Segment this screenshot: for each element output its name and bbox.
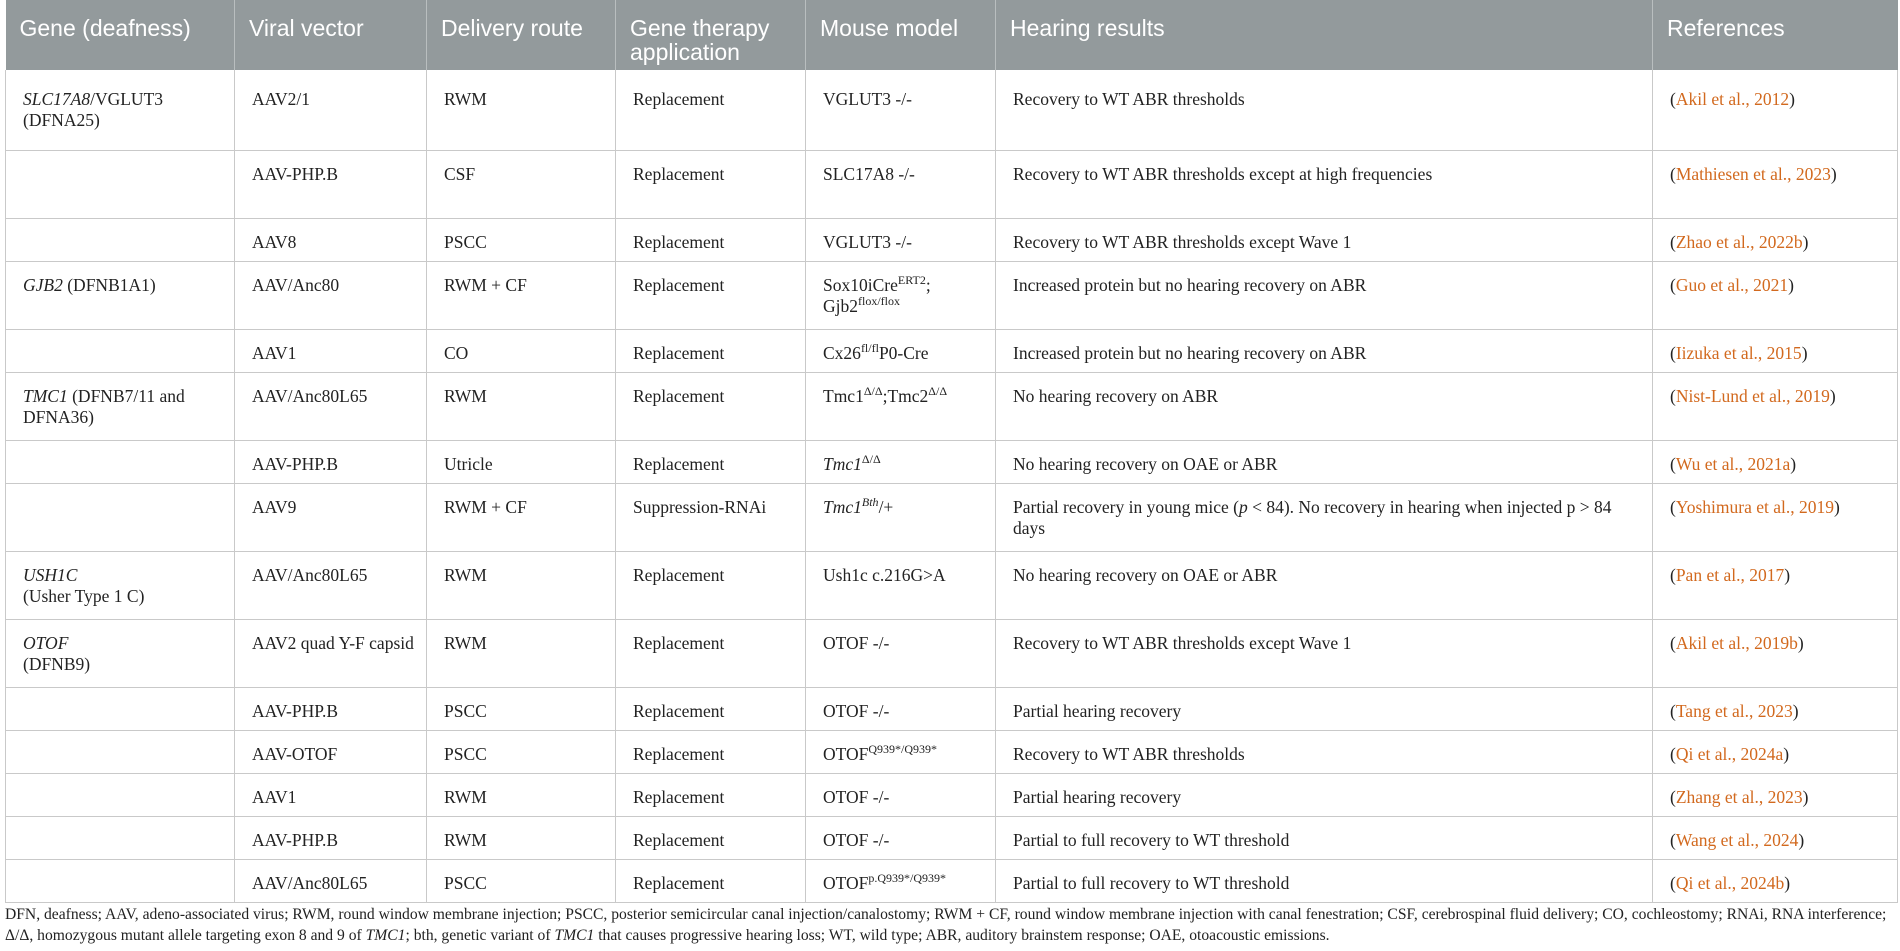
cell-reference: (Iizuka et al., 2015) xyxy=(1653,329,1898,372)
cell-route: RWM xyxy=(427,551,616,619)
cell-model: OTOF -/- xyxy=(806,687,996,730)
cell-route: RWM + CF xyxy=(427,483,616,551)
cell-gene xyxy=(6,329,235,372)
cell-reference: (Qi et al., 2024a) xyxy=(1653,730,1898,773)
cell-application: Replacement xyxy=(616,70,806,150)
cell-reference: (Akil et al., 2019b) xyxy=(1653,619,1898,687)
table-row xyxy=(6,329,1898,372)
reference-link[interactable]: Qi et al., 2024a xyxy=(1675,743,1784,764)
cell-gene: TMC1 (DFNB7/11 and DFNA36) xyxy=(6,372,235,440)
table-row xyxy=(6,70,1898,150)
cell-route: PSCC xyxy=(427,218,616,261)
cell-application: Replacement xyxy=(616,329,806,372)
cell-reference: (Guo et al., 2021) xyxy=(1653,261,1898,329)
reference-link[interactable]: Wu et al., 2021a xyxy=(1675,453,1791,474)
cell-vector: AAV-OTOF xyxy=(235,730,427,773)
cell-gene xyxy=(6,218,235,261)
cell-route: CO xyxy=(427,329,616,372)
cell-model: $OTOF^{Q939*/Q939*}$ xyxy=(806,730,996,773)
cell-gene xyxy=(6,150,235,218)
table-row xyxy=(6,687,1898,730)
cell-gene: USH1C (Usher Type 1 C) xyxy=(6,551,235,619)
cell-result: Recovery to WT ABR thresholds except Wave 1 xyxy=(996,619,1653,687)
cell-vector: AAV-PHP.B xyxy=(235,687,427,730)
cell-vector: AAV8 xyxy=(235,218,427,261)
reference-link[interactable]: Akil et al., 2012 xyxy=(1675,89,1790,109)
table-row xyxy=(6,730,1898,773)
cell-model: $Tmc1^{\Delta/\Delta};Tmc2^{\Delta/\Delta}$ xyxy=(806,372,996,440)
cell-vector: AAV/Anc80L65 xyxy=(235,859,427,902)
header-application: Gene therapy application xyxy=(616,0,806,70)
cell-result: Partial to full recovery to WT threshold xyxy=(996,859,1653,902)
cell-model: $Tmc1^{Bth}/+$ xyxy=(806,483,996,551)
cell-application: Replacement xyxy=(616,687,806,730)
cell-model: Sox10iCre$^{ERT2}$; $Gjb2^{flox/flox}$ xyxy=(806,261,996,329)
cell-application: Replacement xyxy=(616,551,806,619)
cell-result: Partial hearing recovery xyxy=(996,687,1653,730)
cell-model: OTOF -/- xyxy=(806,816,996,859)
header-mouse-model: Mouse model xyxy=(806,0,996,70)
cell-route: PSCC xyxy=(427,859,616,902)
reference-link[interactable]: Mathiesen et al., 2023 xyxy=(1675,163,1831,184)
cell-reference: (Akil et al., 2012) xyxy=(1653,70,1898,150)
table-footnote: DFN, deafness; AAV, adeno-associated virus; RWM, round window membrane injection; PSCC, posterior semicircular canal injection/canalostomy; RWM + CF, round window membrane injection with canal fenestration; CSF, cerebrospinal fluid delivery; CO, cochleostomy; RNAi, RNA interference; Δ/Δ, homozygous mutant allele targeting exon 8 and 9 of TMC1; bth, genetic variant of TMC1 that causes progressive hearing loss; WT, wild type; ABR, auditory brainstem response; OAE, otoacoustic emissions. xyxy=(5,906,1887,944)
cell-result: Partial to full recovery to WT threshold xyxy=(996,816,1653,859)
reference-link[interactable]: Tang et al., 2023 xyxy=(1675,700,1793,721)
cell-result: Partial hearing recovery xyxy=(996,773,1653,816)
reference-link[interactable]: Iizuka et al., 2015 xyxy=(1675,342,1802,363)
header-row xyxy=(6,0,1898,70)
table-row xyxy=(6,619,1898,687)
cell-vector: AAV/Anc80L65 xyxy=(235,372,427,440)
cell-route: RWM + CF xyxy=(427,261,616,329)
table-header xyxy=(6,0,1898,70)
cell-reference: (Zhang et al., 2023) xyxy=(1653,773,1898,816)
table-body xyxy=(6,70,1898,902)
cell-route: Utricle xyxy=(427,440,616,483)
reference-link[interactable]: Zhao et al., 2022b xyxy=(1675,231,1803,252)
table-row xyxy=(6,551,1898,619)
cell-model: Ush1c c.216G>A xyxy=(806,551,996,619)
cell-application: Replacement xyxy=(616,218,806,261)
table-row xyxy=(6,859,1898,902)
cell-application: Replacement xyxy=(616,773,806,816)
table-row xyxy=(6,150,1898,218)
cell-route: RWM xyxy=(427,773,616,816)
gene-therapy-table-container xyxy=(5,0,1897,903)
cell-vector: AAV-PHP.B xyxy=(235,150,427,218)
cell-result: No hearing recovery on ABR xyxy=(996,372,1653,440)
cell-gene xyxy=(6,859,235,902)
cell-reference: (Tang et al., 2023) xyxy=(1653,687,1898,730)
cell-vector: AAV-PHP.B xyxy=(235,440,427,483)
cell-model: $Cx26^{fl/fl}P0$-Cre xyxy=(806,329,996,372)
cell-model: VGLUT3 -/- xyxy=(806,70,996,150)
cell-route: RWM xyxy=(427,816,616,859)
cell-application: Replacement xyxy=(616,150,806,218)
cell-vector: AAV2/1 xyxy=(235,70,427,150)
cell-result: Increased protein but no hearing recovery on ABR xyxy=(996,261,1653,329)
cell-reference: (Pan et al., 2017) xyxy=(1653,551,1898,619)
cell-vector: AAV9 xyxy=(235,483,427,551)
cell-vector: AAV2 quad Y-F capsid xyxy=(235,619,427,687)
cell-vector: AAV/Anc80L65 xyxy=(235,551,427,619)
cell-reference: (Zhao et al., 2022b) xyxy=(1653,218,1898,261)
cell-reference: (Yoshimura et al., 2019) xyxy=(1653,483,1898,551)
cell-gene xyxy=(6,440,235,483)
cell-vector: AAV-PHP.B xyxy=(235,816,427,859)
cell-gene xyxy=(6,773,235,816)
cell-result: Recovery to WT ABR thresholds except at high frequencies xyxy=(996,150,1653,218)
cell-model: SLC17A8 -/- xyxy=(806,150,996,218)
cell-gene: OTOF (DFNB9) xyxy=(6,619,235,687)
cell-result: No hearing recovery on OAE or ABR xyxy=(996,440,1653,483)
cell-gene: SLC17A8/VGLUT3 (DFNA25) xyxy=(6,70,235,150)
cell-gene xyxy=(6,730,235,773)
cell-vector: AAV1 xyxy=(235,329,427,372)
header-references: References xyxy=(1653,0,1898,70)
cell-application: Replacement xyxy=(616,261,806,329)
cell-reference: (Wu et al., 2021a) xyxy=(1653,440,1898,483)
cell-application: Replacement xyxy=(616,816,806,859)
header-viral-vector: Viral vector xyxy=(235,0,427,70)
cell-gene xyxy=(6,816,235,859)
cell-result: Increased protein but no hearing recovery on ABR xyxy=(996,329,1653,372)
reference-link[interactable]: Guo et al., 2021 xyxy=(1675,274,1789,295)
cell-application: Replacement xyxy=(616,372,806,440)
cell-result: Recovery to WT ABR thresholds xyxy=(996,730,1653,773)
cell-result: Recovery to WT ABR thresholds xyxy=(996,70,1653,150)
cell-route: PSCC xyxy=(427,730,616,773)
gene-therapy-table xyxy=(5,0,1898,903)
cell-reference: (Wang et al., 2024) xyxy=(1653,816,1898,859)
table-row xyxy=(6,372,1898,440)
reference-link[interactable]: Akil et al., 2019b xyxy=(1675,632,1798,653)
cell-reference: (Mathiesen et al., 2023) xyxy=(1653,150,1898,218)
reference-link[interactable]: Qi et al., 2024b xyxy=(1675,872,1785,893)
header-gene: Gene (deafness) xyxy=(6,0,235,70)
cell-application: Suppression-RNAi xyxy=(616,483,806,551)
cell-application: Replacement xyxy=(616,859,806,902)
cell-model: $OTOF^{p.Q939*/Q939*}$ xyxy=(806,859,996,902)
cell-model: VGLUT3 -/- xyxy=(806,218,996,261)
cell-route: RWM xyxy=(427,70,616,150)
cell-model: OTOF -/- xyxy=(806,773,996,816)
cell-application: Replacement xyxy=(616,440,806,483)
cell-route: RWM xyxy=(427,372,616,440)
cell-vector: AAV1 xyxy=(235,773,427,816)
header-hearing-results: Hearing results xyxy=(996,0,1653,70)
cell-model: $Tmc1^{\Delta/\Delta}$ xyxy=(806,440,996,483)
cell-gene xyxy=(6,483,235,551)
reference-link[interactable]: Zhang et al., 2023 xyxy=(1675,786,1803,807)
table-row xyxy=(6,773,1898,816)
reference-link[interactable]: Nist-Lund et al., 2019 xyxy=(1675,385,1830,406)
table-row xyxy=(6,440,1898,483)
reference-link[interactable]: Pan et al., 2017 xyxy=(1675,564,1785,585)
cell-gene: GJB2 (DFNB1A1) xyxy=(6,261,235,329)
cell-result: Recovery to WT ABR thresholds except Wave 1 xyxy=(996,218,1653,261)
cell-gene xyxy=(6,687,235,730)
cell-route: RWM xyxy=(427,619,616,687)
table-row xyxy=(6,261,1898,329)
reference-link[interactable]: Wang et al., 2024 xyxy=(1675,829,1799,850)
cell-result: Partial recovery in young mice (p < 84). No recovery in hearing when injected p > 84 days xyxy=(996,483,1653,551)
cell-route: CSF xyxy=(427,150,616,218)
cell-route: PSCC xyxy=(427,687,616,730)
table-row xyxy=(6,816,1898,859)
cell-reference: (Qi et al., 2024b) xyxy=(1653,859,1898,902)
cell-model: OTOF -/- xyxy=(806,619,996,687)
cell-reference: (Nist-Lund et al., 2019) xyxy=(1653,372,1898,440)
cell-result: No hearing recovery on OAE or ABR xyxy=(996,551,1653,619)
header-delivery-route: Delivery route xyxy=(427,0,616,70)
reference-link[interactable]: Yoshimura et al., 2019 xyxy=(1675,496,1834,517)
table-row xyxy=(6,218,1898,261)
cell-vector: AAV/Anc80 xyxy=(235,261,427,329)
table-row xyxy=(6,483,1898,551)
cell-application: Replacement xyxy=(616,619,806,687)
cell-application: Replacement xyxy=(616,730,806,773)
